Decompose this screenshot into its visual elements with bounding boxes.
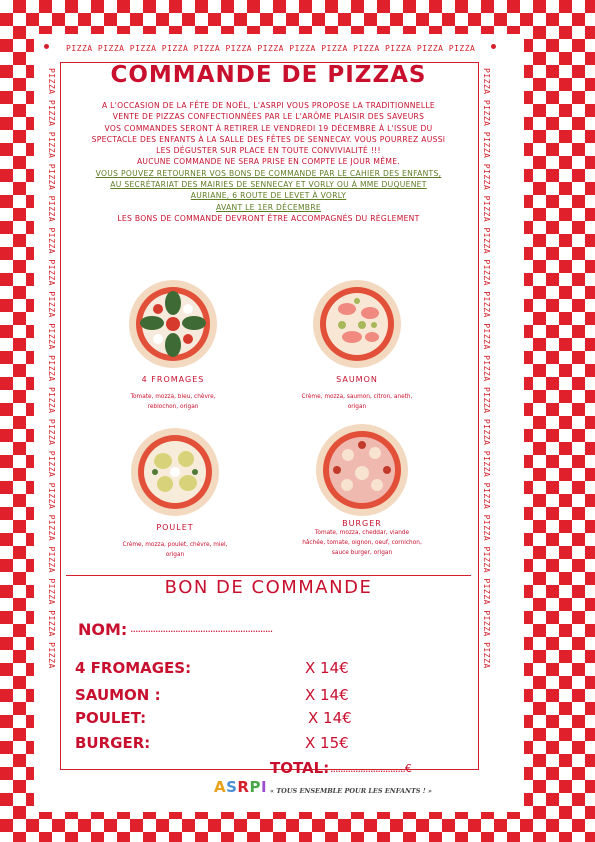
pizza-card-poulet [95, 427, 255, 560]
pizza-name: 4 FROMAGES [141, 375, 205, 384]
pizza-poulet-image [130, 427, 220, 517]
name-field[interactable]: ......................................................... [130, 622, 273, 635]
deadline: AVANT LE 1ER DÉCEMBRE [216, 202, 321, 212]
top-pizza-band: PIZZA PIZZA PIZZA PIZZA PIZZA PIZZA PIZZA PIZZA PIZZA PIZZA PIZZA PIZZA PIZZA [66, 44, 476, 53]
pizza-desc-line: Crème, mozza, poulet, chèvre, miel, [122, 542, 228, 548]
pizza-desc-line: Tomate, mozza, cheddar, viande [314, 530, 410, 536]
order-row-price: X 14€ [308, 709, 352, 727]
right-pizza-band: PIZZA PIZZA PIZZA PIZZA PIZZA PIZZA PIZZA PIZZA PIZZA PIZZA PIZZA PIZZA PIZZA PIZZA PIZZA PIZZA PIZZA PIZZA PIZZA [482, 68, 491, 669]
pizza-card-4-fromages [93, 279, 253, 412]
pizza-card-burger [282, 423, 442, 558]
order-row-label: POULET: [75, 709, 147, 727]
asrpi-logo: ASRPI [214, 778, 268, 796]
corner-dot [491, 44, 496, 49]
pizza-name: POULET [156, 523, 194, 532]
pizza-desc-line: origan [347, 404, 367, 410]
name-label: NOM: [78, 620, 128, 639]
pizza-desc [93, 392, 253, 412]
order-row-price: X 15€ [305, 734, 349, 752]
intro-line: VENTE DE PIZZAS CONFECTIONNÉES PAR LE L'ARÔME PLAISIR DES SAVEURS [112, 112, 425, 122]
pizza-burger-image [315, 423, 409, 517]
pizza-desc-line: reblochon, origan [147, 404, 199, 410]
intro-line: SPECTACLE DES ENFANTS À LA SALLE DES FÊTES DE SENNECAY. VOUS POURREZ AUSSI [91, 134, 446, 144]
pizza-desc [95, 540, 255, 560]
pizza-desc-line: origan [165, 552, 185, 558]
slogan: « TOUS ENSEMBLE POUR LES ENFANTS ! » [270, 787, 432, 795]
order-row-label: 4 FROMAGES: [75, 659, 192, 677]
pizza-desc-line: Crème, mozza, saumon, citron, aneth, [301, 394, 413, 400]
pizza-desc-line: Tomate, mozza, bleu, chèvre, [130, 394, 216, 400]
intro-line: LES DÉGUSTER SUR PLACE EN TOUTE CONVIVIALITÉ !!! [156, 146, 381, 156]
pizza-name: SAUMON [336, 375, 378, 384]
total-field[interactable]: ..............................€ [330, 762, 411, 775]
payment-note: LES BONS DE COMMANDE DEVRONT ÊTRE ACCOMPAGNÉS DU RÈGLEMENT [117, 213, 420, 223]
intro-line: VOS COMMANDES SERONT À RETIRER LE VENDREDI 19 DÉCEMBRE À L'ISSUE DU [104, 123, 433, 133]
pizza-desc-line: sauce burger, origan [331, 550, 393, 556]
intro-line: A L'OCCASION DE LA FÊTE DE NOËL, L'ASRPI VOUS PROPOSE LA TRADITIONNELLE [101, 101, 436, 110]
return-info: AU SECRÉTARIAT DES MAIRIES DE SENNECAY ET VORLY OU À MME DUQUENET [110, 180, 427, 190]
order-row-price: X 14€ [305, 686, 349, 704]
return-info: AURIANE, 6 ROUTE DE LEVET À VORLY [190, 191, 347, 201]
order-form-heading: BON DE COMMANDE [164, 577, 373, 598]
pizza-saumon-image [312, 279, 402, 369]
pizza-desc [282, 528, 442, 558]
pizza-desc [277, 392, 437, 412]
total-label: TOTAL: [270, 759, 330, 777]
section-divider [66, 575, 471, 576]
order-row-price: X 14€ [305, 659, 349, 677]
intro-text [60, 100, 477, 224]
pizza-4-fromages-image [128, 279, 218, 369]
return-info: VOUS POUVEZ RETOURNER VOS BONS DE COMMANDE PAR LE CAHIER DES ENFANTS, [95, 168, 442, 178]
order-row-label: SAUMON : [75, 686, 161, 704]
order-row-label: BURGER: [75, 734, 151, 752]
pizza-name: BURGER [342, 519, 382, 528]
intro-line: AUCUNE COMMANDE NE SERA PRISE EN COMPTE LE JOUR MÊME. [136, 157, 401, 167]
pizza-desc-line: hâchée, tomate, oignon, oeuf, cornichon, [302, 540, 422, 546]
pizza-card-saumon [277, 279, 437, 412]
corner-dot [44, 44, 49, 49]
left-pizza-band: PIZZA PIZZA PIZZA PIZZA PIZZA PIZZA PIZZA PIZZA PIZZA PIZZA PIZZA PIZZA PIZZA PIZZA PIZZA PIZZA PIZZA PIZZA PIZZA [47, 68, 56, 669]
page-title: COMMANDE DE PIZZAS [110, 62, 427, 88]
